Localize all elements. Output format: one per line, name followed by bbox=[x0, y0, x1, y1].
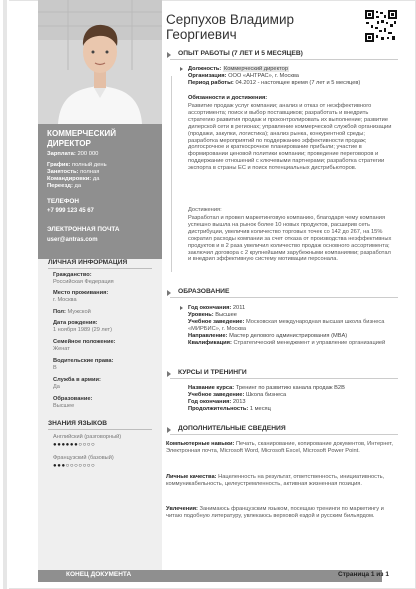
edu-level-row: Уровень: Высшее bbox=[188, 312, 237, 318]
footer-page-number: Страница 1 из 1 bbox=[338, 571, 389, 578]
army-label: Служба в армии: bbox=[53, 377, 101, 383]
email-value[interactable]: user@antras.com bbox=[47, 237, 98, 243]
personal-qualities: Личные качества: Нацеленность на результат, ответственность, инициативность, коммуникабельность, целеустремленность, активная жизненная позиция. bbox=[166, 474, 385, 487]
role-row: Должность: Коммерческий директор bbox=[188, 66, 289, 72]
schedule-row: График: полный день bbox=[47, 162, 107, 168]
experience-section-title: ОПЫТ РАБОТЫ (7 ЛЕТ И 5 МЕСЯЦЕВ) bbox=[178, 50, 303, 57]
org-row: Организация: ООО «АНТРАС», г. Москва bbox=[188, 73, 299, 79]
residence-value: г. Москва bbox=[53, 297, 77, 303]
relocation-row: Переезд: да bbox=[47, 183, 82, 189]
employment-row: Занятость: полная bbox=[47, 169, 100, 175]
education-bullet-icon bbox=[180, 306, 183, 310]
achievements-title: Достижения: bbox=[188, 207, 222, 213]
citizenship-value: Российская Федерация bbox=[53, 279, 114, 285]
extra-section-title: ДОПОЛНИТЕЛЬНЫЕ СВЕДЕНИЯ bbox=[178, 425, 286, 432]
course-institution-row: Учебное заведение: Школа бизнеса bbox=[188, 392, 287, 398]
education-section-title: ОБРАЗОВАНИЕ bbox=[178, 288, 230, 295]
profile-box bbox=[38, 124, 162, 259]
marital-value: Женат bbox=[53, 346, 70, 352]
education-level-value: Высшее bbox=[53, 403, 75, 409]
edu-qualification-row: Квалификация: Стратегический менеджмент и управление организацией bbox=[188, 340, 386, 346]
trips-row: Командировки: да bbox=[47, 176, 100, 182]
achievements-text: Разработал и провел маркетинговую компанию, благодаря чему компания успешно вышла на рынок более 10 новых продуктов, расширив сеть дистрибуции, увеличив количество торговых точек со 142 до 267, на 15% сократил расходы компании за счет отказа от производства неэффективных продуктов и в 2 раза увеличил количество продаж основного ассортимента; заключил договора с 2 крупнейшими зарубежными компаниями; разработал и внедрил эффективную систему мотивации персонала. bbox=[188, 215, 392, 263]
duties-text: Развитие продаж услуг компании; анализ и отказ от неэффективного ассортимента; поиск и выбор поставщиков; разработать и внедрить стратегию развития продаж и проконтролировать их выполнение; развитие дилерской сети в регионах; управление коммерческой службой организации (продажи, закупки, логистика); анализ рынка, конкурентной среды; разработка мероприятий по поддержанию эффективности продаж; долгосрочное и краткосрочное планирование прибыли; участие в формировании ценовой политики компании; проведение переговоров и поддержание отношений с ключевыми партнерами; разработка стратегии экспорта в страны ЕС и поиск потенциальных дистрибьюторов. bbox=[188, 103, 392, 172]
hobbies: Увлечения: Занимаюсь французским языком, посещаю тренинги по маркетингу и читаю подобную литературу, увлекаюсь верховой ездой и русским бильярдом. bbox=[166, 506, 384, 519]
personal-section-title: ЛИЧНАЯ ИНФОРМАЦИЯ bbox=[48, 259, 128, 266]
languages-rule bbox=[48, 429, 152, 430]
experience-rule bbox=[170, 59, 398, 60]
extra-rule bbox=[170, 434, 398, 435]
qr-code-icon bbox=[365, 10, 397, 42]
email-label: ЭЛЕКТРОННАЯ ПОЧТА bbox=[47, 226, 120, 233]
license-label: Водительские права: bbox=[53, 358, 114, 364]
computer-skills: Компьютерные навыки: Печать, сканирование, копирование документов, Интернет, Электронная почта, Microsoft Word, Microsoft Excel, Microsoft Power Point. bbox=[166, 441, 393, 454]
candidate-name: Серпухов Владимир Георгиевич bbox=[166, 12, 294, 42]
residence-label: Место проживания: bbox=[53, 290, 109, 296]
courses-rule bbox=[170, 378, 398, 379]
profile-photo bbox=[38, 0, 162, 124]
language-english: Английский (разговорный) bbox=[53, 434, 122, 440]
extra-marker-icon bbox=[167, 427, 171, 433]
language-english-level: ●●●●●●○○○○ bbox=[53, 442, 96, 448]
language-french-level: ●●●○○○○○○○ bbox=[53, 463, 96, 469]
citizenship-label: Гражданство: bbox=[53, 272, 92, 278]
languages-section-title: ЗНАНИЯ ЯЗЫКОВ bbox=[48, 420, 107, 427]
army-value: Да bbox=[53, 384, 60, 390]
license-value: B bbox=[53, 365, 57, 371]
language-french: Французский (базовый) bbox=[53, 455, 114, 461]
birthdate-label: Дата рождения: bbox=[53, 320, 98, 326]
footer-end-label: КОНЕЦ ДОКУМЕНТА bbox=[66, 571, 132, 578]
courses-section-title: КУРСЫ И ТРЕНИНГИ bbox=[178, 369, 247, 376]
birthdate-value: 1 ноября 1989 (29 лет) bbox=[53, 327, 112, 333]
experience-bullet-icon bbox=[180, 67, 183, 71]
course-duration-row: Продолжительность: 1 месяц bbox=[188, 406, 271, 412]
salary-row: Зарплата: 200 000 bbox=[47, 151, 99, 157]
course-name-row: Название курса: Тренинг по развитию канала продаж B2B bbox=[188, 385, 345, 391]
edu-year-row: Год окончания: 2011 bbox=[188, 305, 246, 311]
gender-row: Пол: Мужской bbox=[53, 309, 91, 315]
period-row: Период работы: 04.2012 - настоящее время (7 лет и 5 месяцев) bbox=[188, 80, 361, 86]
left-accent bbox=[0, 0, 9, 589]
experience-timeline bbox=[171, 76, 172, 272]
edu-direction-row: Направление: Мастер делового администрирования (MBA) bbox=[188, 333, 348, 339]
phone-label: ТЕЛЕФОН bbox=[47, 198, 79, 205]
position-title: КОММЕРЧЕСКИЙ ДИРЕКТОР bbox=[47, 129, 117, 148]
education-marker-icon bbox=[167, 290, 171, 296]
courses-marker-icon bbox=[167, 371, 171, 377]
marital-label: Семейное положение: bbox=[53, 339, 116, 345]
education-level-label: Образование: bbox=[53, 396, 93, 402]
course-year-row: Год окончания: 2013 bbox=[188, 399, 246, 405]
personal-rule bbox=[48, 268, 152, 269]
edu-institution-row: Учебное заведение: Московская международная высшая школа бизнеса «МИРБИС», г. Москва bbox=[188, 319, 385, 332]
phone-value[interactable]: +7 999 123 45 67 bbox=[47, 208, 94, 214]
education-rule bbox=[170, 297, 398, 298]
duties-title: Обязанности и достижения: bbox=[188, 95, 268, 101]
experience-marker-icon bbox=[167, 52, 171, 58]
